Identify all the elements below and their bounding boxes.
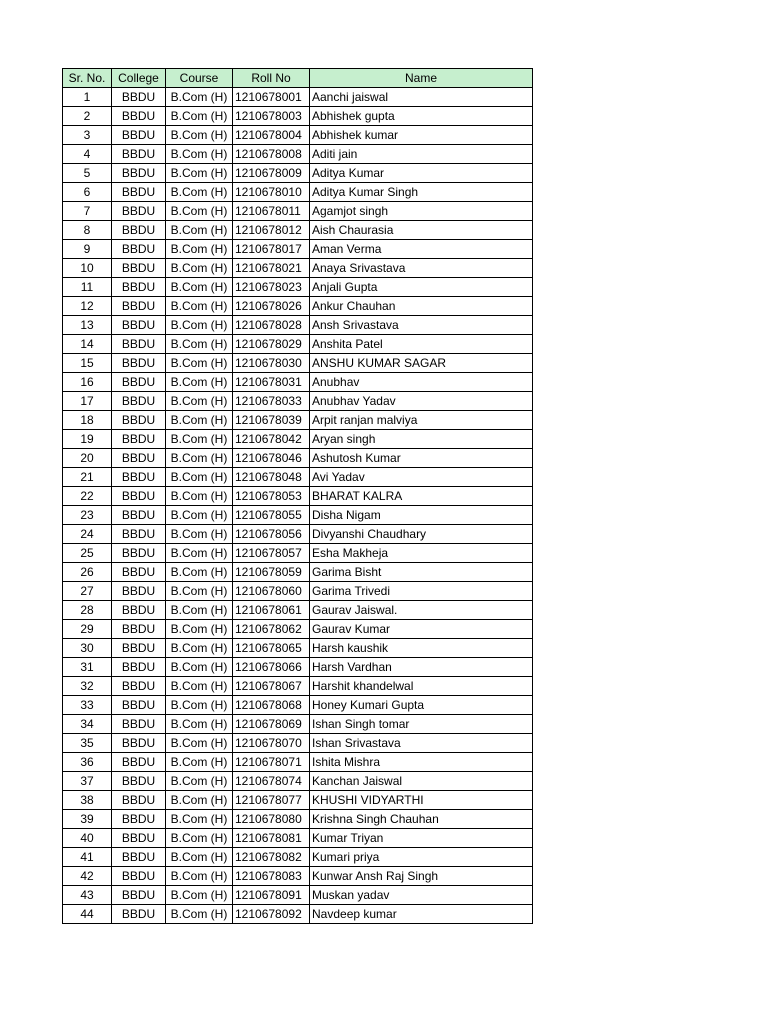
- cell-course: B.Com (H): [166, 240, 233, 259]
- cell-course: B.Com (H): [166, 392, 233, 411]
- cell-roll-no: 1210678074: [233, 772, 310, 791]
- cell-roll-no: 1210678068: [233, 696, 310, 715]
- cell-college: BBDU: [112, 487, 166, 506]
- cell-name: Muskan yadav: [310, 886, 533, 905]
- cell-college: BBDU: [112, 506, 166, 525]
- cell-college: BBDU: [112, 696, 166, 715]
- cell-roll-no: 1210678055: [233, 506, 310, 525]
- cell-course: B.Com (H): [166, 259, 233, 278]
- cell-sr-no: 15: [63, 354, 112, 373]
- cell-sr-no: 6: [63, 183, 112, 202]
- cell-course: B.Com (H): [166, 468, 233, 487]
- table-row: [63, 88, 533, 107]
- cell-name: Aman Verma: [310, 240, 533, 259]
- cell-roll-no: 1210678031: [233, 373, 310, 392]
- cell-sr-no: 33: [63, 696, 112, 715]
- cell-sr-no: 41: [63, 848, 112, 867]
- cell-course: B.Com (H): [166, 544, 233, 563]
- cell-roll-no: 1210678092: [233, 905, 310, 924]
- cell-college: BBDU: [112, 829, 166, 848]
- table-row: [63, 772, 533, 791]
- table-row: [63, 886, 533, 905]
- cell-roll-no: 1210678066: [233, 658, 310, 677]
- table-row: [63, 430, 533, 449]
- cell-roll-no: 1210678028: [233, 316, 310, 335]
- cell-roll-no: 1210678046: [233, 449, 310, 468]
- header-roll-no: Roll No: [233, 69, 310, 88]
- student-roster-table: [62, 68, 533, 924]
- cell-college: BBDU: [112, 677, 166, 696]
- cell-name: Kumar Triyan: [310, 829, 533, 848]
- cell-course: B.Com (H): [166, 354, 233, 373]
- cell-roll-no: 1210678069: [233, 715, 310, 734]
- cell-course: B.Com (H): [166, 848, 233, 867]
- cell-roll-no: 1210678080: [233, 810, 310, 829]
- header-course: Course: [166, 69, 233, 88]
- cell-sr-no: 3: [63, 126, 112, 145]
- cell-college: BBDU: [112, 183, 166, 202]
- cell-name: Aanchi jaiswal: [310, 88, 533, 107]
- cell-roll-no: 1210678003: [233, 107, 310, 126]
- cell-sr-no: 4: [63, 145, 112, 164]
- cell-name: Aditya Kumar Singh: [310, 183, 533, 202]
- cell-roll-no: 1210678029: [233, 335, 310, 354]
- header-name: Name: [310, 69, 533, 88]
- cell-name: Gaurav Jaiswal.: [310, 601, 533, 620]
- cell-roll-no: 1210678053: [233, 487, 310, 506]
- table-row: [63, 905, 533, 924]
- cell-name: Ishan Singh tomar: [310, 715, 533, 734]
- cell-course: B.Com (H): [166, 297, 233, 316]
- cell-name: Kanchan Jaiswal: [310, 772, 533, 791]
- cell-name: Harshit khandelwal: [310, 677, 533, 696]
- cell-sr-no: 19: [63, 430, 112, 449]
- cell-course: B.Com (H): [166, 335, 233, 354]
- cell-course: B.Com (H): [166, 582, 233, 601]
- cell-sr-no: 30: [63, 639, 112, 658]
- table-row: [63, 278, 533, 297]
- cell-college: BBDU: [112, 278, 166, 297]
- cell-course: B.Com (H): [166, 430, 233, 449]
- cell-course: B.Com (H): [166, 658, 233, 677]
- table-row: [63, 582, 533, 601]
- cell-sr-no: 39: [63, 810, 112, 829]
- cell-name: Honey Kumari Gupta: [310, 696, 533, 715]
- cell-roll-no: 1210678023: [233, 278, 310, 297]
- cell-name: ANSHU KUMAR SAGAR: [310, 354, 533, 373]
- cell-college: BBDU: [112, 259, 166, 278]
- cell-sr-no: 1: [63, 88, 112, 107]
- cell-name: Divyanshi Chaudhary: [310, 525, 533, 544]
- table-row: [63, 259, 533, 278]
- cell-college: BBDU: [112, 297, 166, 316]
- cell-sr-no: 5: [63, 164, 112, 183]
- cell-roll-no: 1210678048: [233, 468, 310, 487]
- cell-college: BBDU: [112, 639, 166, 658]
- cell-sr-no: 24: [63, 525, 112, 544]
- cell-college: BBDU: [112, 468, 166, 487]
- table-row: [63, 677, 533, 696]
- table-row: [63, 468, 533, 487]
- table-row: [63, 563, 533, 582]
- cell-college: BBDU: [112, 240, 166, 259]
- cell-course: B.Com (H): [166, 126, 233, 145]
- cell-course: B.Com (H): [166, 696, 233, 715]
- cell-college: BBDU: [112, 753, 166, 772]
- cell-college: BBDU: [112, 126, 166, 145]
- cell-college: BBDU: [112, 848, 166, 867]
- cell-sr-no: 34: [63, 715, 112, 734]
- cell-roll-no: 1210678061: [233, 601, 310, 620]
- cell-college: BBDU: [112, 316, 166, 335]
- cell-sr-no: 16: [63, 373, 112, 392]
- cell-course: B.Com (H): [166, 753, 233, 772]
- cell-name: Kumari priya: [310, 848, 533, 867]
- cell-roll-no: 1210678033: [233, 392, 310, 411]
- table-row: [63, 183, 533, 202]
- cell-college: BBDU: [112, 335, 166, 354]
- cell-name: KHUSHI VIDYARTHI: [310, 791, 533, 810]
- cell-roll-no: 1210678065: [233, 639, 310, 658]
- cell-course: B.Com (H): [166, 905, 233, 924]
- cell-course: B.Com (H): [166, 145, 233, 164]
- cell-college: BBDU: [112, 544, 166, 563]
- table-body: [63, 88, 533, 924]
- cell-sr-no: 21: [63, 468, 112, 487]
- cell-course: B.Com (H): [166, 886, 233, 905]
- cell-college: BBDU: [112, 354, 166, 373]
- cell-roll-no: 1210678042: [233, 430, 310, 449]
- cell-name: Avi Yadav: [310, 468, 533, 487]
- cell-name: Ashutosh Kumar: [310, 449, 533, 468]
- cell-sr-no: 23: [63, 506, 112, 525]
- cell-college: BBDU: [112, 601, 166, 620]
- cell-sr-no: 20: [63, 449, 112, 468]
- cell-college: BBDU: [112, 582, 166, 601]
- cell-course: B.Com (H): [166, 411, 233, 430]
- table-row: [63, 240, 533, 259]
- table-row: [63, 316, 533, 335]
- cell-course: B.Com (H): [166, 563, 233, 582]
- table-row: [63, 145, 533, 164]
- cell-college: BBDU: [112, 88, 166, 107]
- cell-sr-no: 25: [63, 544, 112, 563]
- cell-course: B.Com (H): [166, 373, 233, 392]
- cell-sr-no: 10: [63, 259, 112, 278]
- cell-sr-no: 36: [63, 753, 112, 772]
- cell-roll-no: 1210678077: [233, 791, 310, 810]
- cell-sr-no: 9: [63, 240, 112, 259]
- cell-college: BBDU: [112, 734, 166, 753]
- cell-name: Aditya Kumar: [310, 164, 533, 183]
- cell-sr-no: 26: [63, 563, 112, 582]
- table-row: [63, 658, 533, 677]
- cell-course: B.Com (H): [166, 791, 233, 810]
- cell-name: Aish Chaurasia: [310, 221, 533, 240]
- cell-roll-no: 1210678010: [233, 183, 310, 202]
- table-row: [63, 354, 533, 373]
- cell-sr-no: 35: [63, 734, 112, 753]
- cell-name: BHARAT KALRA: [310, 487, 533, 506]
- cell-name: Aryan singh: [310, 430, 533, 449]
- cell-name: Esha Makheja: [310, 544, 533, 563]
- header-sr-no: Sr. No.: [63, 69, 112, 88]
- cell-name: Abhishek gupta: [310, 107, 533, 126]
- cell-college: BBDU: [112, 810, 166, 829]
- cell-sr-no: 12: [63, 297, 112, 316]
- cell-roll-no: 1210678008: [233, 145, 310, 164]
- cell-roll-no: 1210678017: [233, 240, 310, 259]
- cell-name: Anubhav Yadav: [310, 392, 533, 411]
- cell-course: B.Com (H): [166, 164, 233, 183]
- header-college: College: [112, 69, 166, 88]
- cell-roll-no: 1210678057: [233, 544, 310, 563]
- cell-roll-no: 1210678070: [233, 734, 310, 753]
- cell-roll-no: 1210678012: [233, 221, 310, 240]
- cell-college: BBDU: [112, 658, 166, 677]
- cell-name: Navdeep kumar: [310, 905, 533, 924]
- cell-sr-no: 14: [63, 335, 112, 354]
- cell-college: BBDU: [112, 392, 166, 411]
- cell-name: Anjali Gupta: [310, 278, 533, 297]
- cell-sr-no: 27: [63, 582, 112, 601]
- table-header: [63, 69, 533, 88]
- cell-college: BBDU: [112, 449, 166, 468]
- cell-college: BBDU: [112, 620, 166, 639]
- cell-name: Ishita Mishra: [310, 753, 533, 772]
- table-row: [63, 601, 533, 620]
- cell-college: BBDU: [112, 563, 166, 582]
- cell-roll-no: 1210678067: [233, 677, 310, 696]
- cell-course: B.Com (H): [166, 620, 233, 639]
- cell-sr-no: 11: [63, 278, 112, 297]
- cell-college: BBDU: [112, 772, 166, 791]
- cell-course: B.Com (H): [166, 278, 233, 297]
- cell-sr-no: 2: [63, 107, 112, 126]
- cell-roll-no: 1210678009: [233, 164, 310, 183]
- cell-course: B.Com (H): [166, 715, 233, 734]
- cell-course: B.Com (H): [166, 202, 233, 221]
- cell-sr-no: 38: [63, 791, 112, 810]
- cell-name: Garima Bisht: [310, 563, 533, 582]
- table-row: [63, 753, 533, 772]
- cell-college: BBDU: [112, 202, 166, 221]
- table-row: [63, 696, 533, 715]
- cell-sr-no: 28: [63, 601, 112, 620]
- cell-sr-no: 29: [63, 620, 112, 639]
- cell-college: BBDU: [112, 791, 166, 810]
- cell-roll-no: 1210678039: [233, 411, 310, 430]
- cell-name: Abhishek kumar: [310, 126, 533, 145]
- table-row: [63, 544, 533, 563]
- table-row: [63, 867, 533, 886]
- cell-sr-no: 42: [63, 867, 112, 886]
- table-row: [63, 639, 533, 658]
- cell-name: Ankur Chauhan: [310, 297, 533, 316]
- cell-sr-no: 40: [63, 829, 112, 848]
- cell-college: BBDU: [112, 886, 166, 905]
- cell-course: B.Com (H): [166, 107, 233, 126]
- table-row: [63, 829, 533, 848]
- cell-college: BBDU: [112, 164, 166, 183]
- cell-sr-no: 32: [63, 677, 112, 696]
- cell-sr-no: 37: [63, 772, 112, 791]
- cell-name: Aditi jain: [310, 145, 533, 164]
- cell-course: B.Com (H): [166, 506, 233, 525]
- cell-college: BBDU: [112, 525, 166, 544]
- cell-name: Harsh kaushik: [310, 639, 533, 658]
- cell-course: B.Com (H): [166, 316, 233, 335]
- cell-roll-no: 1210678011: [233, 202, 310, 221]
- cell-college: BBDU: [112, 221, 166, 240]
- cell-course: B.Com (H): [166, 525, 233, 544]
- table-row: [63, 335, 533, 354]
- cell-course: B.Com (H): [166, 772, 233, 791]
- cell-roll-no: 1210678059: [233, 563, 310, 582]
- cell-name: Anaya Srivastava: [310, 259, 533, 278]
- table-row: [63, 810, 533, 829]
- cell-course: B.Com (H): [166, 867, 233, 886]
- cell-course: B.Com (H): [166, 487, 233, 506]
- cell-name: Gaurav Kumar: [310, 620, 533, 639]
- cell-roll-no: 1210678060: [233, 582, 310, 601]
- cell-course: B.Com (H): [166, 221, 233, 240]
- cell-course: B.Com (H): [166, 601, 233, 620]
- cell-name: Agamjot singh: [310, 202, 533, 221]
- table-row: [63, 202, 533, 221]
- table-row: [63, 411, 533, 430]
- cell-college: BBDU: [112, 715, 166, 734]
- cell-course: B.Com (H): [166, 810, 233, 829]
- cell-name: Disha Nigam: [310, 506, 533, 525]
- table-row: [63, 525, 533, 544]
- cell-name: Harsh Vardhan: [310, 658, 533, 677]
- cell-name: Ansh Srivastava: [310, 316, 533, 335]
- table-row: [63, 392, 533, 411]
- cell-roll-no: 1210678001: [233, 88, 310, 107]
- table-row: [63, 449, 533, 468]
- cell-sr-no: 7: [63, 202, 112, 221]
- cell-college: BBDU: [112, 867, 166, 886]
- cell-course: B.Com (H): [166, 183, 233, 202]
- cell-name: Krishna Singh Chauhan: [310, 810, 533, 829]
- cell-roll-no: 1210678004: [233, 126, 310, 145]
- cell-sr-no: 8: [63, 221, 112, 240]
- table-row: [63, 715, 533, 734]
- cell-name: Garima Trivedi: [310, 582, 533, 601]
- cell-roll-no: 1210678083: [233, 867, 310, 886]
- table-row: [63, 487, 533, 506]
- cell-college: BBDU: [112, 373, 166, 392]
- cell-sr-no: 18: [63, 411, 112, 430]
- cell-course: B.Com (H): [166, 88, 233, 107]
- cell-sr-no: 31: [63, 658, 112, 677]
- cell-sr-no: 43: [63, 886, 112, 905]
- cell-roll-no: 1210678030: [233, 354, 310, 373]
- cell-roll-no: 1210678062: [233, 620, 310, 639]
- cell-name: Arpit ranjan malviya: [310, 411, 533, 430]
- cell-course: B.Com (H): [166, 677, 233, 696]
- cell-name: Ishan Srivastava: [310, 734, 533, 753]
- cell-college: BBDU: [112, 430, 166, 449]
- table-row: [63, 848, 533, 867]
- cell-name: Anubhav: [310, 373, 533, 392]
- table-row: [63, 734, 533, 753]
- cell-sr-no: 22: [63, 487, 112, 506]
- table-row: [63, 107, 533, 126]
- cell-roll-no: 1210678082: [233, 848, 310, 867]
- cell-sr-no: 13: [63, 316, 112, 335]
- cell-sr-no: 44: [63, 905, 112, 924]
- table-row: [63, 373, 533, 392]
- cell-roll-no: 1210678081: [233, 829, 310, 848]
- cell-roll-no: 1210678026: [233, 297, 310, 316]
- table-row: [63, 221, 533, 240]
- cell-roll-no: 1210678021: [233, 259, 310, 278]
- cell-course: B.Com (H): [166, 734, 233, 753]
- table-row: [63, 297, 533, 316]
- cell-roll-no: 1210678056: [233, 525, 310, 544]
- cell-name: Anshita Patel: [310, 335, 533, 354]
- cell-roll-no: 1210678071: [233, 753, 310, 772]
- cell-college: BBDU: [112, 107, 166, 126]
- header-row: [63, 69, 533, 88]
- cell-course: B.Com (H): [166, 449, 233, 468]
- cell-college: BBDU: [112, 905, 166, 924]
- table-row: [63, 164, 533, 183]
- cell-name: Kunwar Ansh Raj Singh: [310, 867, 533, 886]
- table-row: [63, 506, 533, 525]
- cell-roll-no: 1210678091: [233, 886, 310, 905]
- cell-sr-no: 17: [63, 392, 112, 411]
- cell-college: BBDU: [112, 411, 166, 430]
- cell-college: BBDU: [112, 145, 166, 164]
- table-row: [63, 620, 533, 639]
- cell-course: B.Com (H): [166, 829, 233, 848]
- cell-course: B.Com (H): [166, 639, 233, 658]
- table-row: [63, 791, 533, 810]
- table-row: [63, 126, 533, 145]
